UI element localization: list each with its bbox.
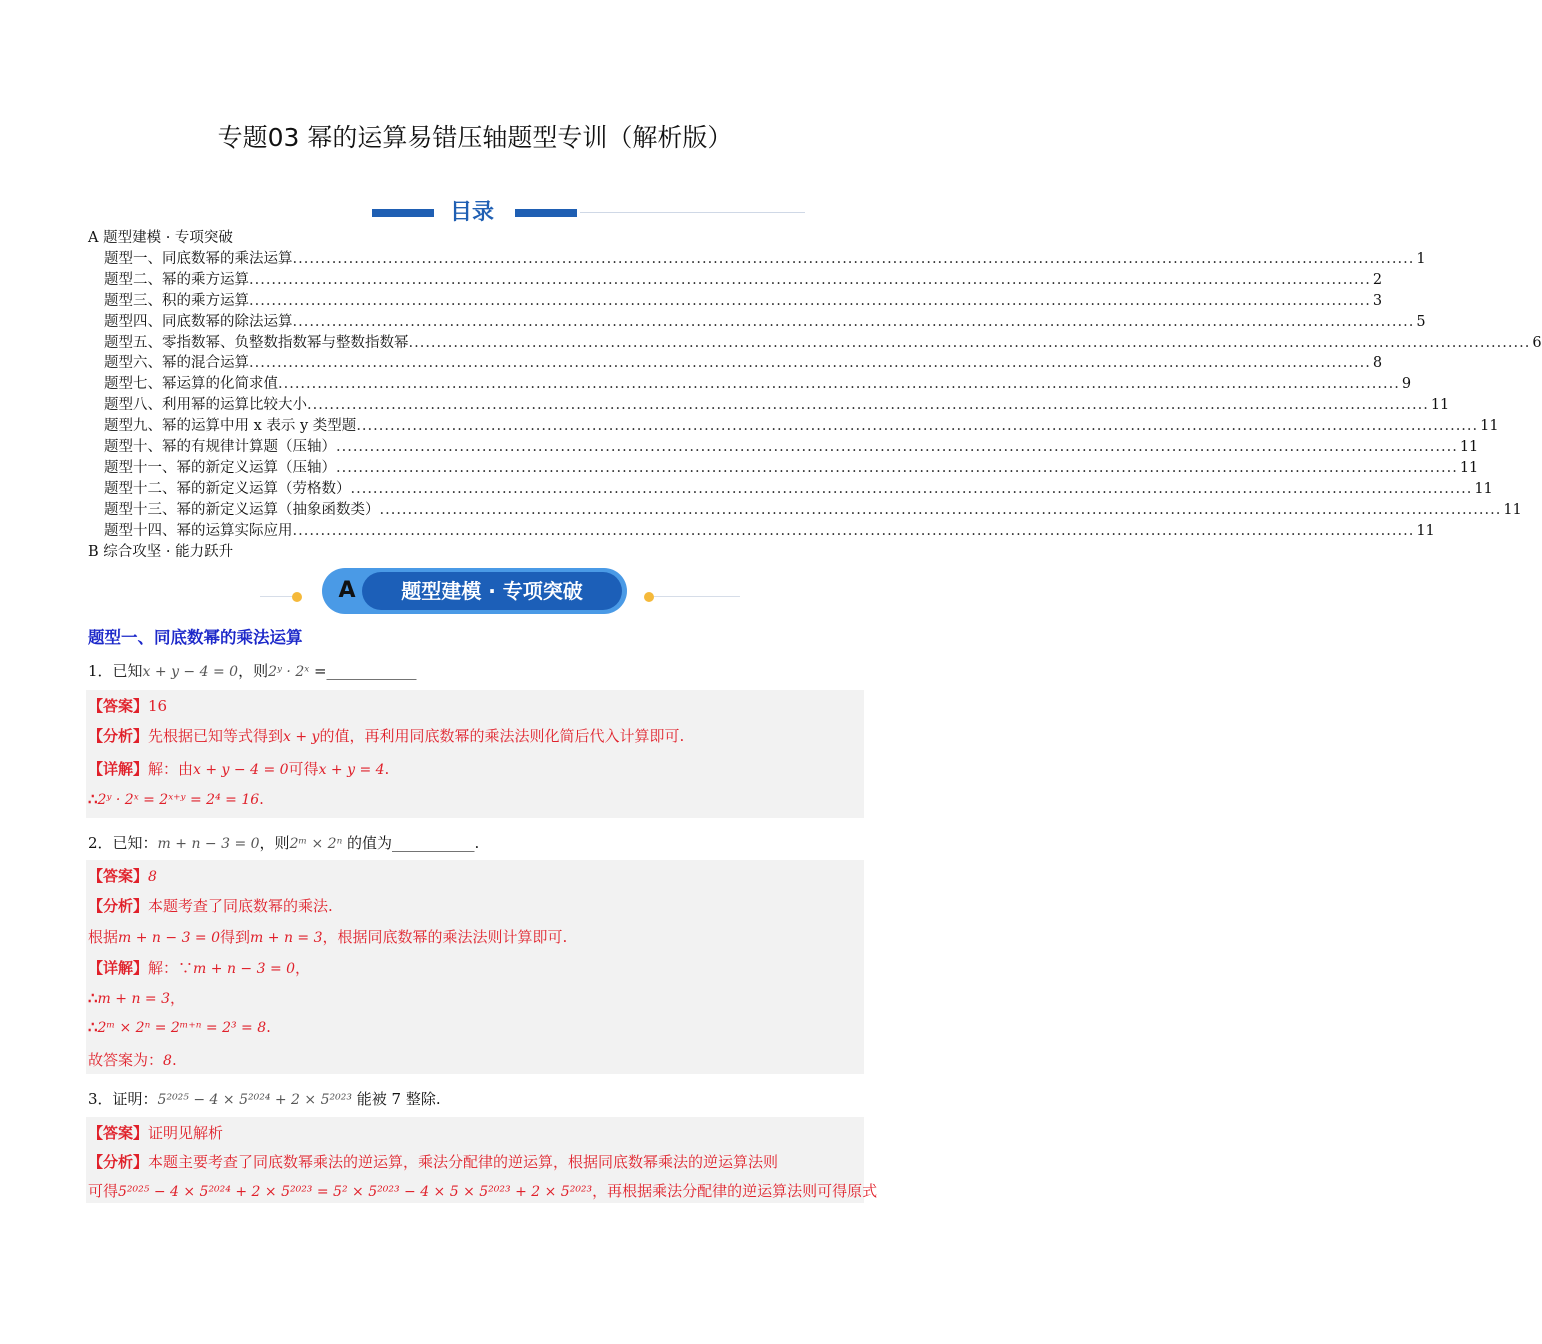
toc-item-page: 11 (1416, 522, 1435, 539)
toc-item-label: 题型三、积的乘方运算 (104, 292, 249, 309)
banner-dot-left (292, 592, 302, 602)
toc-item[interactable] (88, 416, 1499, 437)
toc-item-label: 题型一、同底数幂的乘法运算 (104, 250, 293, 267)
toc-item-label: 题型十三、幂的新定义运算（抽象函数类） (104, 501, 380, 518)
toc-item[interactable] (88, 437, 1479, 458)
toc-leader-dots: ........................................................................................................................................................................................................ (336, 439, 1458, 456)
toc-title: 目录 (450, 200, 495, 225)
q2-step2: ∴m + n = 3， (88, 989, 186, 1007)
q1-answer: 【答案】16 (88, 697, 168, 715)
q2-step3: ∴2ᵐ × 2ⁿ = 2ᵐ⁺ⁿ = 2³ = 8. (88, 1018, 271, 1036)
page-title: 专题03 幂的运算易错压轴题型专训（解析版） (217, 123, 733, 152)
toc-leader-dots: ........................................................................................................................................................................................................ (356, 418, 1479, 435)
toc-item[interactable] (88, 458, 1479, 479)
toc-item-label: 题型十、幂的有规律计算题（压轴） (104, 439, 336, 456)
toc-item-page: 5 (1416, 313, 1426, 330)
q1-detail: 【详解】解：由x + y − 4 = 0可得x + y = 4. (88, 760, 390, 778)
toc-leader-dots: ........................................................................................................................................................................................................ (379, 501, 1502, 518)
toc-item-page: 11 (1480, 418, 1499, 435)
toc-left-bar (372, 209, 434, 217)
toc-leader-dots: ........................................................................................................................................................................................................ (292, 313, 1415, 330)
toc-item-label: 题型十四、幂的运算实际应用 (104, 522, 293, 539)
q2-solution-box (86, 860, 864, 1074)
toc-item-page: 11 (1474, 480, 1493, 497)
section-heading: 题型一、同底数幂的乘法运算 (88, 628, 303, 647)
toc-item-label: 题型七、幂运算的化简求值 (104, 376, 278, 393)
toc-leader-dots: ........................................................................................................................................................................................................ (292, 250, 1415, 267)
toc-leader-dots: ........................................................................................................................................................................................................ (408, 334, 1531, 351)
q2-final: 故答案为：8. (88, 1051, 177, 1069)
toc-leader-dots: ........................................................................................................................................................................................................ (278, 376, 1400, 393)
q3-answer: 【答案】证明见解析 (88, 1124, 224, 1142)
toc-item-page: 9 (1401, 376, 1412, 393)
q2-answer: 【答案】8 (88, 867, 157, 885)
toc-leader-dots: ........................................................................................................................................................................................................ (336, 459, 1458, 476)
q2-detail: 【详解】解：∵m + n − 3 = 0， (88, 959, 311, 977)
toc-item-label: 题型九、幂的运算中用 x 表示 y 类型题 (104, 418, 357, 435)
table-of-contents (88, 228, 1542, 563)
banner-letter: A (338, 578, 356, 603)
toc-item-page: 11 (1503, 501, 1522, 518)
toc-section-b[interactable]: B 综合攻坚 · 能力跃升 (88, 543, 234, 560)
toc-item-page: 11 (1459, 459, 1479, 476)
q3-solution-box (86, 1117, 878, 1203)
banner-text: 题型建模 · 专项突破 (362, 572, 622, 610)
q3-analysis: 【分析】本题主要考查了同底数幂乘法的逆运算，乘法分配律的逆运算，根据同底数幂乘法的逆运算法则 (88, 1153, 779, 1171)
toc-item[interactable] (88, 521, 1435, 542)
toc-item-page: 8 (1372, 355, 1383, 372)
question-1: 1．已知x + y − 4 = 0，则2ʸ · 2ˣ =____________ (88, 662, 417, 680)
q1-solution-box (86, 690, 864, 818)
toc-item[interactable] (88, 374, 1412, 395)
toc-item-label: 题型十一、幂的新定义运算（压轴） (104, 459, 336, 476)
toc-item[interactable] (88, 479, 1493, 500)
toc-item[interactable] (88, 500, 1522, 521)
toc-item-label: 题型二、幂的乘方运算 (104, 271, 249, 288)
toc-item-label: 题型五、零指数幂、负整数指数幂与整数指数幂 (104, 334, 409, 351)
toc-leader-dots: ........................................................................................................................................................................................................ (249, 271, 1371, 288)
toc-item-label: 题型八、利用幂的运算比较大小 (104, 397, 307, 414)
toc-divider (580, 212, 805, 213)
toc-item[interactable] (88, 291, 1383, 312)
toc-item[interactable] (88, 353, 1383, 374)
toc-leader-dots: ........................................................................................................................................................................................................ (249, 355, 1371, 372)
toc-item-page: 11 (1430, 397, 1450, 414)
q3-analysis-cont: 可得5²⁰²⁵ − 4 × 5²⁰²⁴ + 2 × 5²⁰²³ = 5² × 5²⁰²³ − 4 × 5 × 5²⁰²³ + 2 × 5²⁰²³，再根据乘法分配律的逆运算法则可得原式 (88, 1182, 878, 1200)
toc-item-page: 1 (1416, 250, 1426, 267)
q2-analysis: 【分析】本题考查了同底数幂的乘法. (88, 897, 333, 915)
toc-item-label: 题型四、同底数幂的除法运算 (104, 313, 293, 330)
toc-item-page: 11 (1459, 439, 1479, 456)
toc-item[interactable] (88, 395, 1450, 416)
toc-leader-dots: ........................................................................................................................................................................................................ (249, 292, 1371, 309)
toc-item-page: 6 (1532, 334, 1542, 351)
toc-leader-dots: ........................................................................................................................................................................................................ (292, 522, 1415, 539)
question-2: 2．已知：m + n − 3 = 0，则2ᵐ × 2ⁿ 的值为___________. (88, 834, 480, 852)
toc-item-page: 3 (1372, 292, 1383, 309)
toc-leader-dots: ........................................................................................................................................................................................................ (307, 397, 1429, 414)
banner-dot-right (644, 592, 654, 602)
toc-heading (300, 195, 800, 231)
toc-right-bar (515, 209, 577, 217)
toc-item[interactable] (88, 312, 1426, 333)
banner-line-right (654, 596, 740, 597)
question-3: 3．证明：5²⁰²⁵ − 4 × 5²⁰²⁴ + 2 × 5²⁰²³ 能被 7 整除. (88, 1090, 441, 1108)
q1-conclusion: ∴2ʸ · 2ˣ = 2ˣ⁺ʸ = 2⁴ = 16. (88, 790, 264, 808)
q1-analysis: 【分析】先根据已知等式得到x + y的值，再利用同底数幂的乘法法则化简后代入计算即可. (88, 727, 685, 745)
toc-item-page: 2 (1372, 271, 1383, 288)
toc-item[interactable] (88, 270, 1383, 291)
q2-basis: 根据m + n − 3 = 0得到m + n = 3，根据同底数幂的乘法法则计算即可. (88, 928, 568, 946)
section-banner (260, 568, 740, 618)
toc-item-label: 题型六、幂的混合运算 (104, 355, 249, 372)
toc-leader-dots: ........................................................................................................................................................................................................ (350, 480, 1473, 497)
toc-section-a[interactable]: A 题型建模 · 专项突破 (88, 230, 233, 246)
toc-item-label: 题型十二、幂的新定义运算（劳格数） (104, 480, 351, 497)
toc-item[interactable] (88, 333, 1542, 354)
toc-item[interactable] (88, 249, 1426, 270)
